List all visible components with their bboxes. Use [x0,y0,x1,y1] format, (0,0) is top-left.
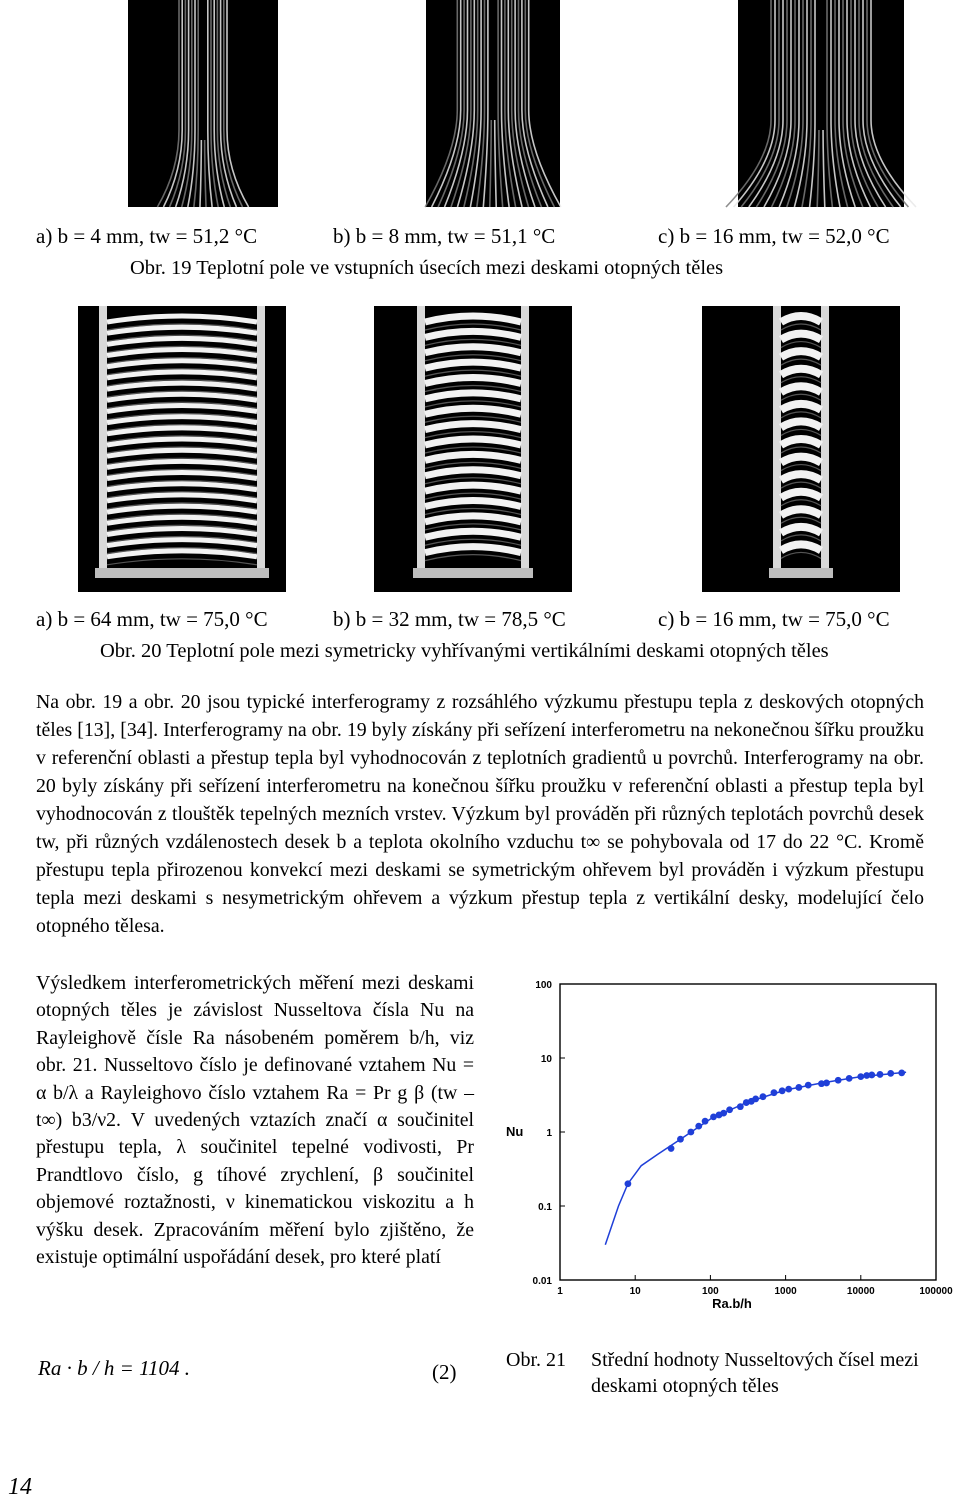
data-point [795,1084,802,1091]
data-point [760,1093,767,1100]
data-point [846,1075,853,1082]
fig20-label-a: a) b = 64 mm, tw = 75,0 °C [36,607,268,631]
plot-frame [560,984,936,1280]
data-point [779,1087,786,1094]
y-tick-label: 10 [540,1054,552,1065]
interferogram-19a [128,0,278,207]
fig20-caption: Obr. 20 Teplotní pole mezi symetricky vyhřívanými vertikálními deskami otopných těles [100,640,829,662]
fig21-caption-label: Obr. 21 [506,1349,566,1371]
data-point [857,1073,864,1080]
fig21-caption-text: Střední hodnoty Nusseltových čísel mezi deskami otopných těles [591,1349,919,1397]
fringe-pattern [726,0,916,207]
data-point [687,1129,694,1136]
x-tick-label: 10 [629,1286,641,1297]
fig19-label-a: a) b = 4 mm, tw = 51,2 °C [36,224,258,248]
nusselt-chart-svg [500,970,953,1311]
data-point [835,1077,842,1084]
x-tick-label: 1 [557,1286,563,1297]
fringe-pattern [157,0,248,207]
x-tick-label: 1000 [774,1286,797,1297]
fig19-label-b: b) b = 8 mm, tw = 51,1 °C [333,224,556,248]
x-tick-label: 10000 [846,1286,875,1297]
data-point [898,1069,905,1076]
equation-number: (2) [432,1360,457,1384]
x-axis-label: Ra.b/h [712,1296,752,1311]
y-tick-label: 1 [546,1128,552,1139]
interferogram-20b [374,306,572,592]
data-point [625,1180,632,1187]
fig21-chart [500,970,953,1311]
y-tick-label: 100 [535,980,552,991]
data-point [823,1080,830,1087]
data-point [677,1136,684,1143]
paragraph-1: Na obr. 19 a obr. 20 jsou typické interferogramy z rozsáhlého výzkumu přestupu tepla z deskových otopných těles [13], [34]. Interferogramy na obr. 19 byly získány při seřízení interferometru na nekonečnou šířku proužku v referenční oblasti a přestup tepla byl vyhodnocován z teplotních gradientů u povrchů. Interferogramy na obr. 20 byly získány při seřízení interferometru na konečnou šířku proužku v referenční oblasti a přestup tepla byl vyhodnocován z tlouštěk tepelných mezních vrstev. Výzkum byl prováděn při různých teplotách povrchů desek tw, při různých vzdálenostech desek b a teplota okolního vzduchu t∞ se pohybovala od 17 do 22 °C. Kromě přestupu tepla přirozenou konvekcí mezi deskami se symetrickým ohřevem byl prováděn i výzkum přestupu tepla mezi deskami s nesymetrickým ohřevem a výzkum přestup tepla z vertikální desky, modelující čelo otopného tělesa. [36,691,924,937]
fringe-pattern [95,306,269,578]
fig20-label-c: c) b = 16 mm, tw = 75,0 °C [658,607,890,631]
y-tick-label: 0.1 [538,1202,552,1213]
fig19-caption: Obr. 19 Teplotní pole ve vstupních úsecích mezi deskami otopných těles [130,257,724,279]
fig20-label-b: b) b = 32 mm, tw = 78,5 °C [333,607,566,631]
data-point [695,1123,702,1130]
data-point [771,1089,778,1096]
x-tick-label: 100000 [919,1286,953,1297]
data-point [785,1086,792,1093]
data-point [726,1106,733,1113]
interferogram-19b [426,0,560,207]
data-point [877,1071,884,1078]
fringe-pattern [769,306,833,578]
equation-text: Ra · b / h = 1104 . [38,1356,191,1380]
data-point [720,1110,727,1117]
data-point [737,1103,744,1110]
interferogram-20a [78,306,286,592]
fringe-pattern [425,0,561,207]
equation-2 [38,1356,190,1381]
y-tick-label: 0.01 [532,1276,552,1287]
data-point [668,1145,675,1152]
interferogram-20c [702,306,900,592]
data-point [887,1070,894,1077]
data-point [702,1118,709,1125]
data-point [752,1096,759,1103]
x-tick-label: 100 [702,1286,719,1297]
interferogram-19c [738,0,904,207]
data-point [805,1082,812,1089]
y-axis-label: Nu [506,1124,524,1139]
data-point [868,1072,875,1079]
fringe-pattern [413,306,533,578]
fig19-label-c: c) b = 16 mm, tw = 52,0 °C [658,224,890,248]
paragraph-2: Výsledkem interferometrických měření mezi deskami otopných těles je závislost Nusseltova čísla Nu na Rayleighově čísle Ra násobeném poměrem b/h, viz obr. 21. Nusseltovo číslo je definované vztahem Nu = α b/λ a Rayleighovo číslo vztahem Ra = Pr g β (tw – t∞) b3/ν2. V uvedených vztazích značí α součinitel přestupu tepla, λ součinitel tepelné vodivosti, Pr Prandtlovo číslo, g tíhové zrychlení, β součinitel objemové roztažnosti, ν kinematickou viskozitu a h výšku desek. Zpracováním měření bylo zjištěno, že existuje optimální uspořádání desek, pro které platí [36,972,474,1269]
page-number: 14 [8,1474,32,1500]
